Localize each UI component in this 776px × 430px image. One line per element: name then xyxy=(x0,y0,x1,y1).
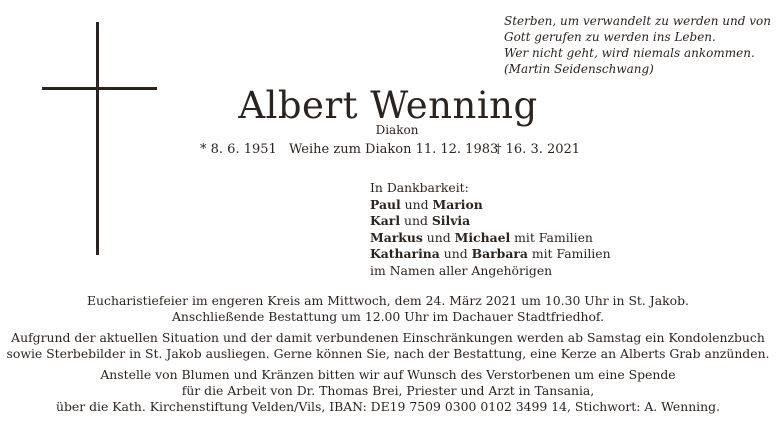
death-date: † 16. 3. 2021 xyxy=(495,142,581,157)
thanks-line xyxy=(370,263,611,280)
notice-line: Eucharistiefeier im engeren Kreis am Mittwoch, dem 24. März 2021 um 10.30 Uhr in St. Jakob. xyxy=(87,293,689,308)
thanks-line xyxy=(370,213,611,230)
notice-line: Anschließende Bestattung um 12.00 Uhr im Dachauer Stadtfriedhof. xyxy=(171,309,605,324)
notice-line: über die Kath. Kirchenstiftung Velden/Vils, IBAN: DE19 7509 0300 0102 3499 14, Stichwort: A. Wenning. xyxy=(55,399,720,414)
notice-line: sowie Sterbebilder in St. Jakob ausliegen. Gerne können Sie, nach der Bestattung, eine Kerze an Alberts Grab anzünden. xyxy=(6,346,770,361)
quote-line: Sterben, um verwandelt zu werden und von xyxy=(504,14,771,28)
family-member-name: Karl xyxy=(370,213,401,228)
family-member-name: Michael xyxy=(454,229,511,245)
quote-author: (Martin Seidenschwang) xyxy=(504,62,654,76)
thanks-lines xyxy=(370,197,611,280)
dates-row xyxy=(200,141,580,159)
notice-line: für die Arbeit von Dr. Thomas Brei, Priester und Arzt in Tansania, xyxy=(181,383,595,398)
quote-line: Wer nicht geht, wird niemals ankommen. xyxy=(504,46,755,60)
thanks-block xyxy=(370,180,611,279)
family-member-name: Katharina xyxy=(370,246,440,261)
deceased-name: Albert Wenning xyxy=(238,84,538,127)
thanks-text: im Namen aller Angehörigen xyxy=(370,262,553,278)
notice-condolence xyxy=(0,330,776,362)
notice-donation xyxy=(0,367,776,415)
birth-date: * 8. 6. 1951 xyxy=(200,142,277,157)
thanks-text: und xyxy=(422,229,455,245)
thanks-line xyxy=(370,197,611,214)
family-member-name: Barbara xyxy=(471,246,528,261)
thanks-intro: In Dankbarkeit: xyxy=(370,180,469,195)
thanks-text: mit Familien xyxy=(510,229,593,245)
notice-line: Aufgrund der aktuellen Situation und der damit verbundenen Einschränkungen werden ab Samstag ein Kondolenzbuch xyxy=(11,330,765,345)
deceased-role: Diakon xyxy=(375,123,419,137)
family-member-name: Markus xyxy=(370,229,423,245)
thanks-line xyxy=(370,246,611,263)
thanks-text: mit Familien xyxy=(527,246,611,261)
family-member-name: Paul xyxy=(370,196,401,212)
thanks-text: und xyxy=(400,213,432,228)
thanks-text: und xyxy=(439,246,472,261)
notice-line: Anstelle von Blumen und Kränzen bitten wir auf Wunsch des Verstorbenen um eine Spende xyxy=(100,367,676,382)
thanks-line xyxy=(370,230,611,247)
family-member-name: Silvia xyxy=(431,213,471,228)
notice-service xyxy=(0,293,776,325)
quote-line: Gott gerufen zu werden ins Leben. xyxy=(504,30,716,44)
ordination-date: Weihe zum Diakon 11. 12. 1983 xyxy=(289,142,499,157)
quote-block xyxy=(504,13,772,77)
family-member-name: Marion xyxy=(432,196,483,212)
thanks-text: und xyxy=(400,196,433,212)
cross-vertical-bar xyxy=(96,22,99,255)
